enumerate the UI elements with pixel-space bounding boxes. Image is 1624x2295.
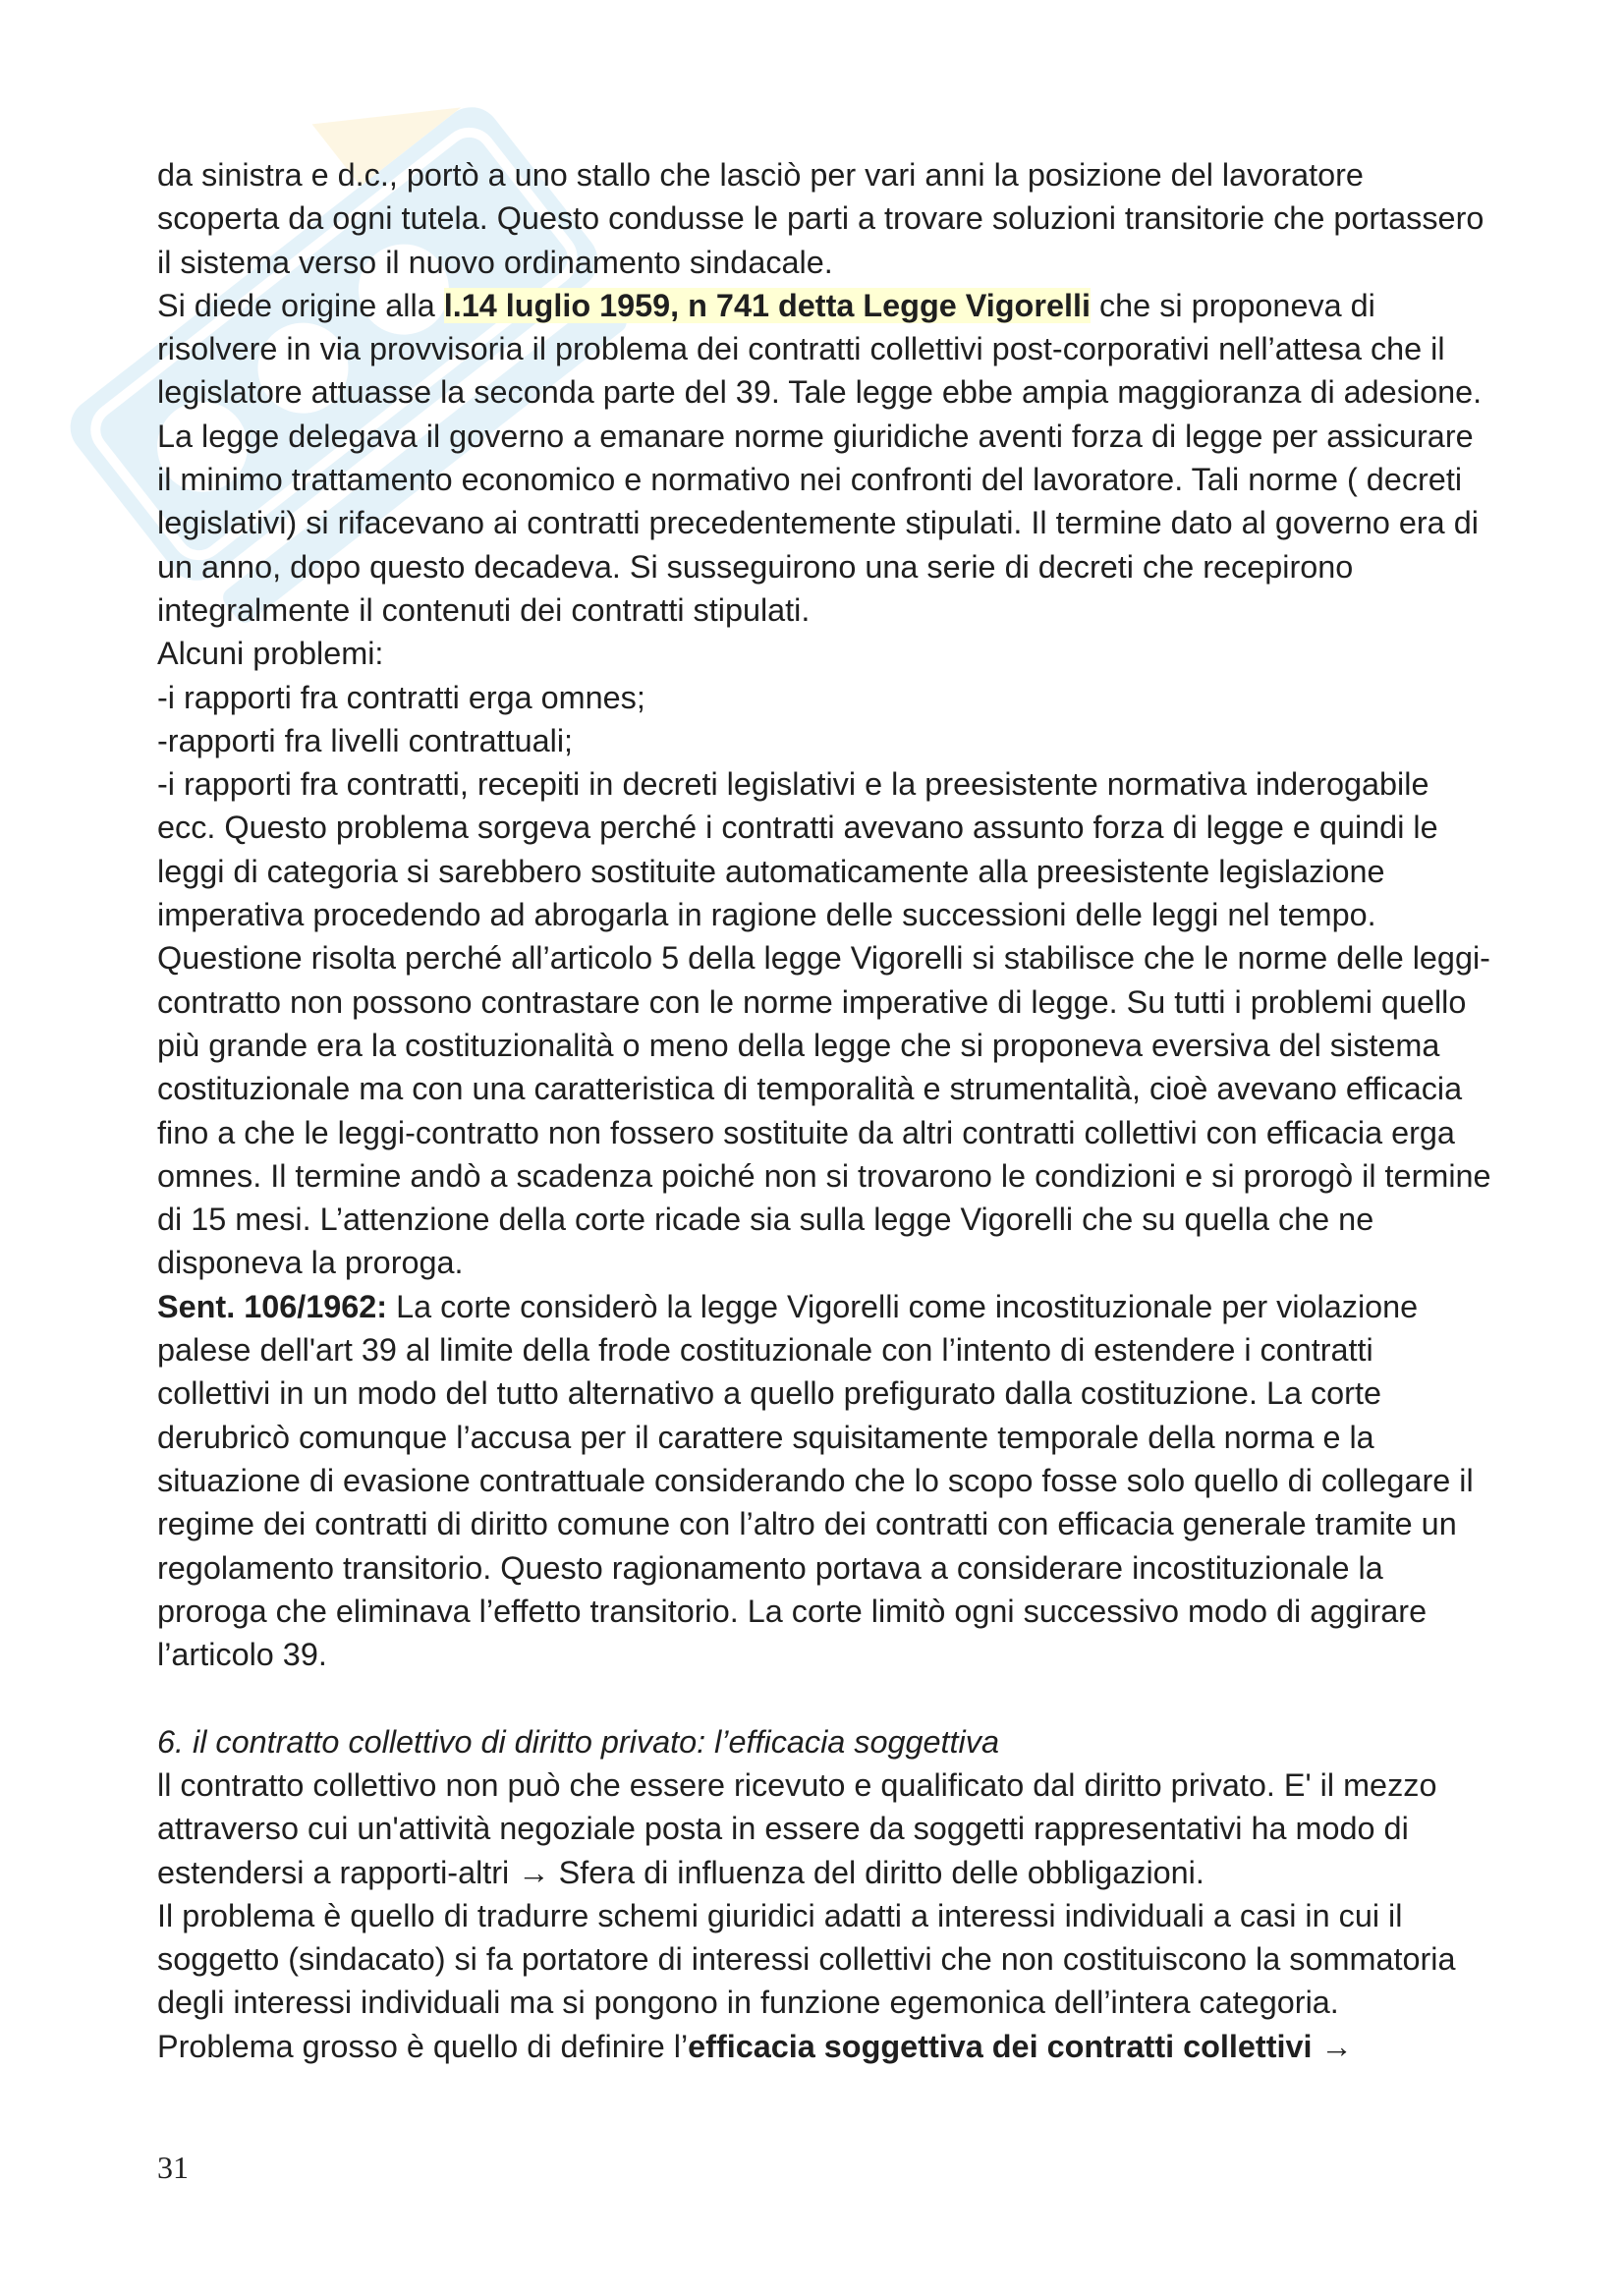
paragraph-2 bbox=[157, 284, 1493, 632]
paragraph-7: Questione risolta perché all’articolo 5 della legge Vigorelli si stabilisce che le norme delle leggi-contratto non possono contrastare con le norme imperative di legge. Su tutti i problemi quello più grande era la costituzionalità o meno della legge che si proponeva eversiva del sistema costituzionale ma con una caratteristica di temporalità e strumentalità, cioè avevano efficacia fino a che le leggi-contratto non fossero sostituite da altri contratti collettivi con efficacia erga omnes. Il termine andò a scadenza poiché non si trovarono le condizioni e si prorogò il termine di 15 mesi. L’attenzione della corte ricade sia sulla legge Vigorelli che su quella che ne disponeva la proroga. bbox=[157, 940, 1491, 1281]
list-item-2: -rapporti fra livelli contrattuali; bbox=[157, 722, 574, 758]
paragraph-1: da sinistra e d.c., portò a uno stallo che lasciò per vari anni la posizione del lavoratore scoperta da ogni tutela. Questo condusse le parti a trovare soluzioni transitorie che portassero il sistema verso il nuovo ordinamento sindacale. bbox=[157, 157, 1484, 280]
sentence-reference: Sent. 106/1962: bbox=[157, 1288, 388, 1324]
paragraph-9: ll contratto collettivo non può che essere ricevuto e qualificato dal diritto privato. E' il mezzo attraverso cui un'attività negoziale posta in essere da soggetti rappresentativi ha modo di estendersi a rapporti-altri → Sfera di influenza del diritto delle obbligazioni. bbox=[157, 1766, 1437, 1890]
paragraph-11-intro: Problema grosso è quello di definire l’ bbox=[157, 2028, 689, 2064]
paragraph-2-intro: Si diede origine alla bbox=[157, 287, 444, 323]
paragraph-8-body: La corte considerò la legge Vigorelli come incostituzionale per violazione palese dell'art 39 al limite della frode costituzionale con l’intento di estendere i contratti collettivi in un modo del tutto alternativo a quello prefigurato dalla costituzione. La corte derubricò comunque l’accusa per il carattere squisitamente temporale della norma e la situazione di evasione contrattuale considerando che lo scopo fosse solo quello di collegare il regime dei contratti di diritto comune con l’altro dei contratti con efficacia generale tramite un regolamento transitorio. Questo ragionamento portava a considerare incostituzionale la proroga che eliminava l’effetto transitorio. La corte limitò ogni successivo modo di aggirare l’articolo 39. bbox=[157, 1288, 1474, 1673]
paragraph-10: Il problema è quello di tradurre schemi giuridici adatti a interessi individuali a casi in cui il soggetto (sindacato) si fa portatore di interessi collettivi che non costituiscono la sommatoria degli interessi individuali ma si pongono in funzione egemonica dell’intera categoria. bbox=[157, 1897, 1456, 2021]
law-reference-highlight: l.14 luglio 1959, n 741 detta Legge Vigorelli bbox=[443, 287, 1091, 323]
document-body bbox=[157, 153, 1493, 2068]
paragraph-2-body: che si proponeva di risolvere in via provvisoria il problema dei contratti collettivi post-corporativi nell’attesa che il legislatore attuasse la seconda parte del 39. Tale legge ebbe ampia maggioranza di adesione. La legge delegava il governo a emanare norme giuridiche aventi forza di legge per assicurare il minimo trattamento economico e normativo nei confronti del lavoratore. Tali norme ( decreti legislativi) si rifacevano ai contratti precedentemente stipulati. Il termine dato al governo era di un anno, dopo questo decadeva. Si susseguirono una serie di decreti che recepirono integralmente il contenuti dei contratti stipulati. bbox=[157, 287, 1483, 628]
efficacy-term: efficacia soggettiva dei contratti collettivi → bbox=[688, 2028, 1353, 2064]
section-heading-6: 6. il contratto collettivo di diritto privato: l’efficacia soggettiva bbox=[157, 1723, 999, 1760]
list-item-1: -i rapporti fra contratti erga omnes; bbox=[157, 679, 645, 715]
blank-line bbox=[157, 1676, 1493, 1719]
paragraph-3: Alcuni problemi: bbox=[157, 636, 384, 672]
paragraph-11 bbox=[157, 2025, 1493, 2068]
list-item-3: -i rapporti fra contratti, recepiti in decreti legislativi e la preesistente normativa inderogabile ecc. Questo problema sorgeva perché i contratti avevano assunto forza di legge e quindi le leggi di categoria si sarebbero sostituite automaticamente alla preesistente legislazione imperativa procedendo ad abrogarla in ragione delle successioni delle leggi nel tempo. bbox=[157, 766, 1438, 933]
page-number: 31 bbox=[157, 2150, 189, 2185]
paragraph-8 bbox=[157, 1285, 1493, 1677]
